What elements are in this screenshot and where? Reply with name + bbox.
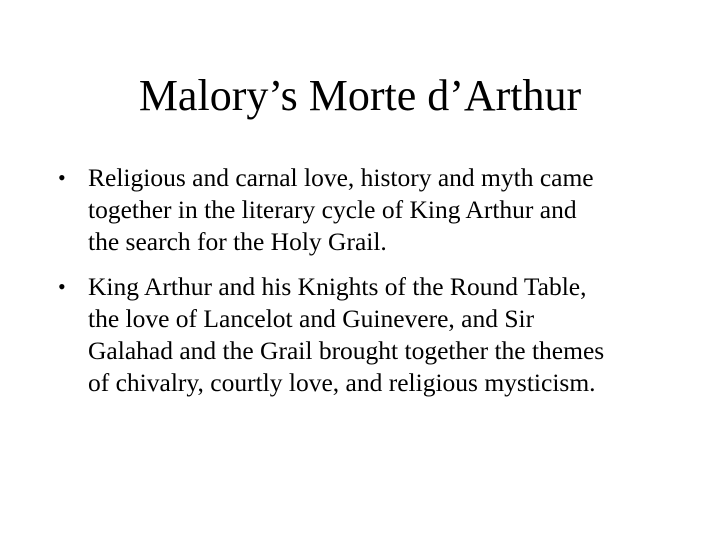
bullet-marker: • [58,274,66,299]
bullet-item [58,162,698,258]
bullet-marker: • [58,165,66,190]
bullet-text-line: the love of Lancelot and Guinevere, and Sir [88,304,535,333]
bullet-text-line: the search for the Holy Grail. [88,227,387,256]
bullet-text-line: of chivalry, courtly love, and religious mysticism. [88,368,596,397]
bullet-text-line: together in the literary cycle of King Arthur and [88,195,577,224]
bullet-text-line: King Arthur and his Knights of the Round Table, [88,272,587,301]
bullet-text-line: Galahad and the Grail brought together the themes [88,336,605,365]
bullet-text-line: Religious and carnal love, history and myth came [88,163,594,192]
bullet-item [58,271,698,399]
bullet-list [58,162,698,412]
slide-title: Malory’s Morte d’Arthur [138,71,582,120]
